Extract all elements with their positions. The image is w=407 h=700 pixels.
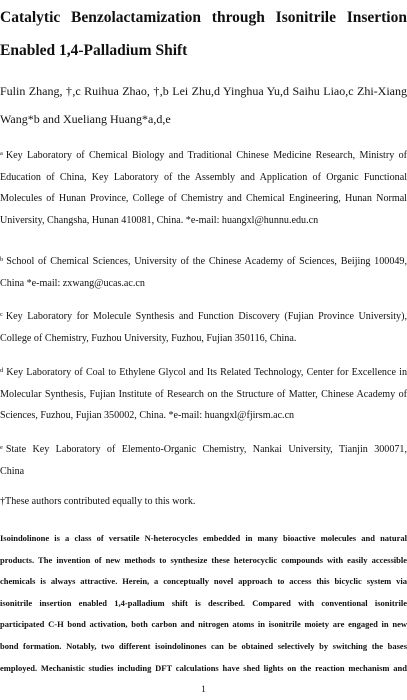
affiliation-line: Molecules of Hunan Province, College of Chemistry and Chemical Engineering, Hunan Normal [0, 193, 407, 204]
affiliation-line: Education of China, Key Laboratory of the Assembly and Application of Organic Functional [0, 171, 407, 183]
abstract-line: employed. Mechanistic studies including DFT calculations have shed lights on the reaction mechanism and [0, 662, 407, 673]
affiliation-line: $^c$ Key Laboratory for Molecule Synthesis and Function Discovery (Fujian Province University), [0, 311, 407, 322]
abstract-line: isonitrile insertion enabled 1,4-palladium shift is described. Compared with conventional isonitrile [0, 597, 407, 608]
affiliation-line: $^a$ Key Laboratory of Chemical Biology and Traditional Chinese Medicine Research, Ministry of [0, 150, 407, 161]
affiliation-line: $^b$ School of Chemical Sciences, University of the Chinese Academy of Sciences, Beijing 100049, [0, 256, 407, 267]
equal-contribution-note: †These authors contributed equally to this work. [0, 496, 196, 507]
affiliation-marker: e [0, 444, 3, 451]
title-line: Enabled 1,4-Palladium Shift [0, 42, 188, 59]
affiliation-e [0, 437, 407, 482]
affiliation-line: China [0, 465, 25, 477]
title-line: Catalytic Benzolactamization through Isonitrile Insertion [0, 9, 407, 26]
abstract [0, 528, 407, 679]
affiliation-d [0, 360, 407, 427]
abstract-line: bond formation. Notably, two different isoindolinones can be obtained selectively by switching the bases [0, 640, 407, 651]
abstract-line: products. The invention of new methods to synthesize these heterocyclic compounds with easily accessible [0, 554, 407, 565]
affiliation-line: Sciences, Fuzhou, Fujian 350002, China. *e-mail: huangxl@fjirsm.ac.cn [0, 410, 295, 421]
affiliation-line: College of Chemistry, Fuzhou University, Fuzhou, Fujian 350116, China. [0, 332, 297, 344]
affiliation-line: $^d$ Key Laboratory of Coal to Ethylene Glycol and Its Related Technology, Center for Excellence in [0, 367, 407, 378]
affiliation-marker: a [0, 150, 3, 157]
paper-title [0, 1, 407, 67]
affiliation-c [0, 304, 407, 349]
affiliation-line: Molecular Synthesis, Fujian Institute of Research on the Structure of Matter, Chinese Academy of [0, 388, 407, 400]
affiliation-a [0, 143, 407, 231]
affiliation-line: $^e$ State Key Laboratory of Elemento-Organic Chemistry, Nankai University, Tianjin 300071, [0, 444, 407, 455]
author-line: Wang*b and Xueliang Huang*a,d,e [0, 112, 171, 126]
affiliation-marker: b [0, 256, 4, 263]
abstract-line: Isoindolinone is a class of versatile N-heterocycles embedded in many bioactive molecules and natural [0, 533, 407, 543]
abstract-line: chemicals is always attractive. Herein, a conceptually novel approach to access this bicyclic system via [0, 576, 407, 587]
abstract-line: participated C-H bond activation, both carbon and nitrogen atoms in isonitrile moiety are engaged in new [0, 619, 407, 630]
affiliation-line: University, Changsha, Hunan 410081, China. *e-mail: huangxl@hunnu.edu.cn [0, 214, 319, 226]
affiliation-marker: c [0, 311, 3, 318]
affiliation-line: China *e-mail: zxwang@ucas.ac.cn [0, 277, 145, 289]
affiliation-marker: d [0, 367, 4, 374]
author-line: Fulin Zhang, †,c Ruihua Zhao, †,b Lei Zhu,d Yinghua Yu,d Saihu Liao,c Zhi-Xiang [0, 84, 407, 98]
page-number: 1 [201, 685, 206, 695]
author-list [0, 77, 407, 133]
affiliation-b [0, 249, 407, 294]
